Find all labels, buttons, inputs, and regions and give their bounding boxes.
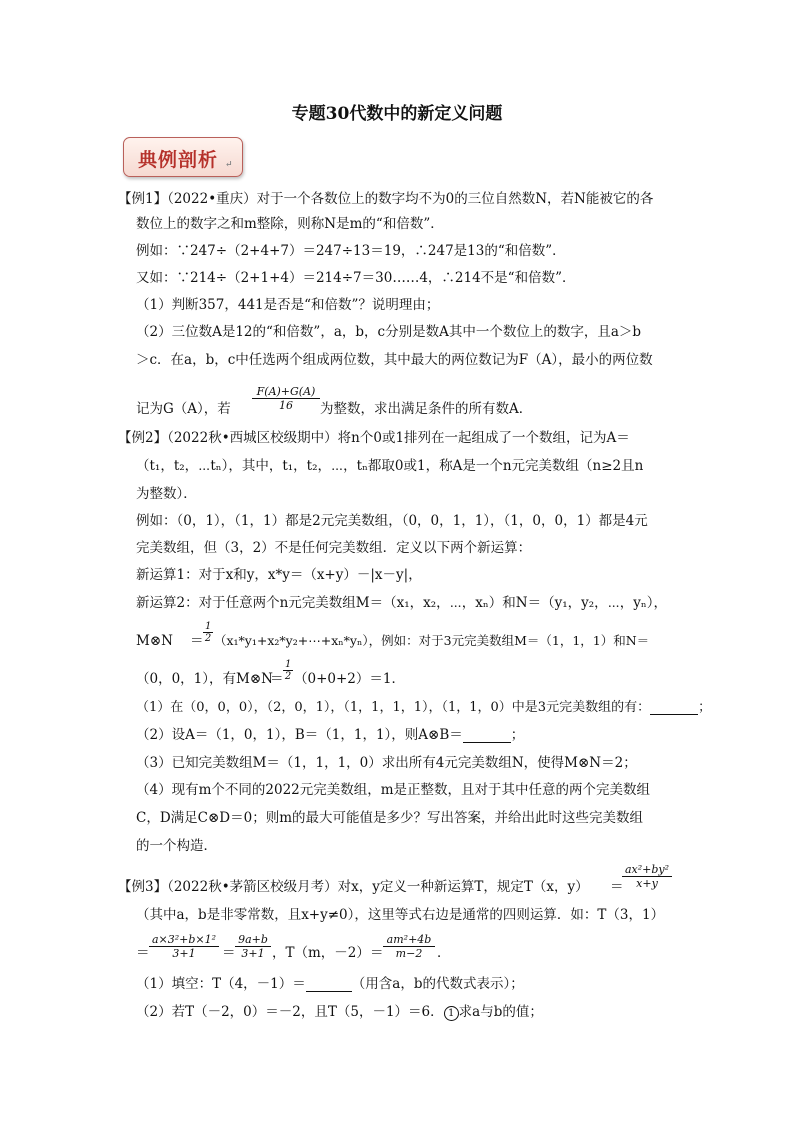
ex1-line7: ＞c．在a，b，c中任选两个组成两位数，其中最大的两位数记为F（A），最小的两位数 xyxy=(136,352,653,368)
ex1-line8-b: 为整数，求出满足条件的所有数A． xyxy=(320,401,533,417)
ex3-q1 xyxy=(136,974,524,994)
ex3-eq1: ＝ xyxy=(610,879,624,895)
ex2-q1-blank xyxy=(650,700,698,715)
ex2-q1-end: ； xyxy=(698,700,712,715)
ex3-line3-b: ，T（m，－2） xyxy=(272,945,370,961)
ex2-line4: 例如：（0，1），（1，1）都是2元完美数组，（0，0，1，1），（1，0，0，1）都是4元 xyxy=(136,513,648,529)
ex3-q2-tail: 求a与b的值； xyxy=(458,1004,543,1020)
circled-number-icon: 1 xyxy=(444,1006,459,1021)
ex1-line2: 数位上的数字之和m整除，则称N是m的“和倍数”． xyxy=(136,216,444,232)
ex2-q4-a: （4）现有m个不同的2022元完美数组，m是正整数，且对于其中任意的两个完美数组 xyxy=(136,782,651,798)
ex2-q2-text: （2）设A＝（1，0，1），B＝（1，1，1），则A⊗B＝ xyxy=(136,727,463,743)
ex1-line8-a: 记为G（A），若 xyxy=(136,401,231,417)
ex2-line8-a: M⊗N xyxy=(136,633,173,649)
ex2-half-den-2: 2 xyxy=(284,671,292,682)
ex2-line6: 新运算1：对于x和y，x*y＝（x+y）－|x－y|， xyxy=(136,567,422,583)
ex3-f2-num: a×3²+b×1² xyxy=(149,933,219,947)
ex1-line4: 又如：∵214÷（2+1+4）＝214÷7＝30……4，∴214不是“和倍数”． xyxy=(136,270,576,286)
ex1-line3: 例如：∵247÷（2+4+7）＝247÷13＝19，∴247是13的“和倍数”． xyxy=(136,243,566,259)
ex2-line8-eq: ＝ xyxy=(190,633,204,649)
ex1-fraction-num: F(A)+G(A) xyxy=(252,385,320,399)
badge-label: 典例剖析 xyxy=(138,149,219,171)
ex3-f2-den: 3+1 xyxy=(172,947,196,960)
ex2-half-num-2: 1 xyxy=(285,659,292,670)
ex3-q1-tail: （用含a，b的代数式表示）； xyxy=(351,976,524,992)
page-title: 专题30代数中的新定义问题 xyxy=(291,104,503,124)
section-badge xyxy=(123,137,243,177)
ex3-q1-blank xyxy=(306,977,352,992)
ex2-q3: （3）已知完美数组M＝（1，1，1，0）求出所有4元完美数组N，使得M⊗N＝2； xyxy=(136,755,637,771)
ex3-q2 xyxy=(136,1002,543,1022)
ex2-q2 xyxy=(136,725,524,745)
ex2-line9-eq: ＝ xyxy=(270,671,284,687)
ex3-eq3: ＝ xyxy=(222,945,236,961)
ex1-line5: （1）判断357，441是否是“和倍数”？说明理由； xyxy=(136,297,440,313)
ex3-f4-den: m−2 xyxy=(395,947,423,960)
ex2-q1 xyxy=(136,698,711,718)
ex1-fraction-den: 16 xyxy=(279,399,293,412)
ex3-f1-num: ax²+by² xyxy=(622,863,672,877)
ex2-line1: 【例2】（2022秋•西城区校级期中）将n个0或1排列在一起组成了一个数组，记为A＝ xyxy=(118,430,630,446)
ex2-half-den: 2 xyxy=(204,633,212,644)
ex2-line9-c: （0+0+2）＝1． xyxy=(294,671,405,687)
ex1-line1: 【例1】（2022•重庆）对于一个各数位上的数字均不为0的三位自然数N，若N能被它的各 xyxy=(118,191,654,207)
ex2-q1-text: （1）在（0，0，0），（2，0，1），（1，1，1，1），（1，1，0）中是3元完美数组的有： xyxy=(136,700,651,715)
ex3-fraction-1 xyxy=(622,863,672,890)
ex2-q4-c: 的一个构造． xyxy=(136,838,217,854)
ex2-line9-a: （0，0，1），有M⊗N xyxy=(136,671,273,687)
ex3-eq2: ＝ xyxy=(136,945,150,961)
ex1-line6: （2）三位数A是12的“和倍数”，a，b，c分别是数A其中一个数位上的数字，且a＞b xyxy=(136,324,642,340)
ex3-q2-text: （2）若T（－2，0）＝－2，且T（5，－1）＝6． xyxy=(136,1004,444,1020)
ex3-f4-num: am²+4b xyxy=(383,933,435,947)
ex3-eq4: ＝ xyxy=(370,945,384,961)
ex2-half-fraction-2 xyxy=(283,659,293,682)
ex2-half-num: 1 xyxy=(205,621,212,632)
ex2-q2-end: ； xyxy=(510,727,525,743)
ex3-fraction-3 xyxy=(235,933,271,960)
ex2-line8-c: （x₁*y₁+x₂*y₂+⋯+xₙ*yₙ），例如：对于3元完美数组M＝（1，1，1）和N＝ xyxy=(214,633,650,648)
ex3-line2: （其中a，b是非零常数，且x+y≠0），这里等式右边是通常的四则运算．如：T（3，1） xyxy=(136,907,665,923)
ex1-fraction xyxy=(252,385,320,412)
ex3-f3-num: 9a+b xyxy=(235,933,271,947)
ex2-line3: 为整数）． xyxy=(136,486,197,502)
ex3-fraction-4 xyxy=(383,933,435,960)
ex2-half-fraction xyxy=(203,621,213,644)
return-mark-icon: ↵ xyxy=(225,160,234,170)
ex3-f1-den: x+y xyxy=(636,877,658,890)
ex2-q4-b: C，D满足C⊗D＝0；则m的最大可能值是多少？写出答案，并给出此时这些完美数组 xyxy=(136,810,644,826)
ex3-f3-den: 3+1 xyxy=(241,947,265,960)
ex2-q2-blank xyxy=(463,728,511,743)
ex3-q1-text: （1）填空：T（4，－1）＝ xyxy=(136,976,306,992)
ex2-line2: （t₁，t₂，⋯tₙ），其中，t₁，t₂，⋯，tₙ都取0或1，称A是一个n元完美数组（n≥2且n xyxy=(136,458,644,474)
ex2-line5: 完美数组，但（3，2）不是任何完美数组．定义以下两个新运算： xyxy=(136,540,532,556)
ex2-line7: 新运算2：对于任意两个n元完美数组M＝（x₁，x₂，⋯，xₙ）和N＝（y₁，y₂，⋯，yₙ）， xyxy=(136,595,668,611)
ex3-fraction-2 xyxy=(149,933,219,960)
ex3-line1: 【例3】（2022秋•茅箭区校级月考）对x，y定义一种新运算T，规定T（x，y） xyxy=(118,879,589,895)
ex3-line3-end: ． xyxy=(437,945,451,961)
